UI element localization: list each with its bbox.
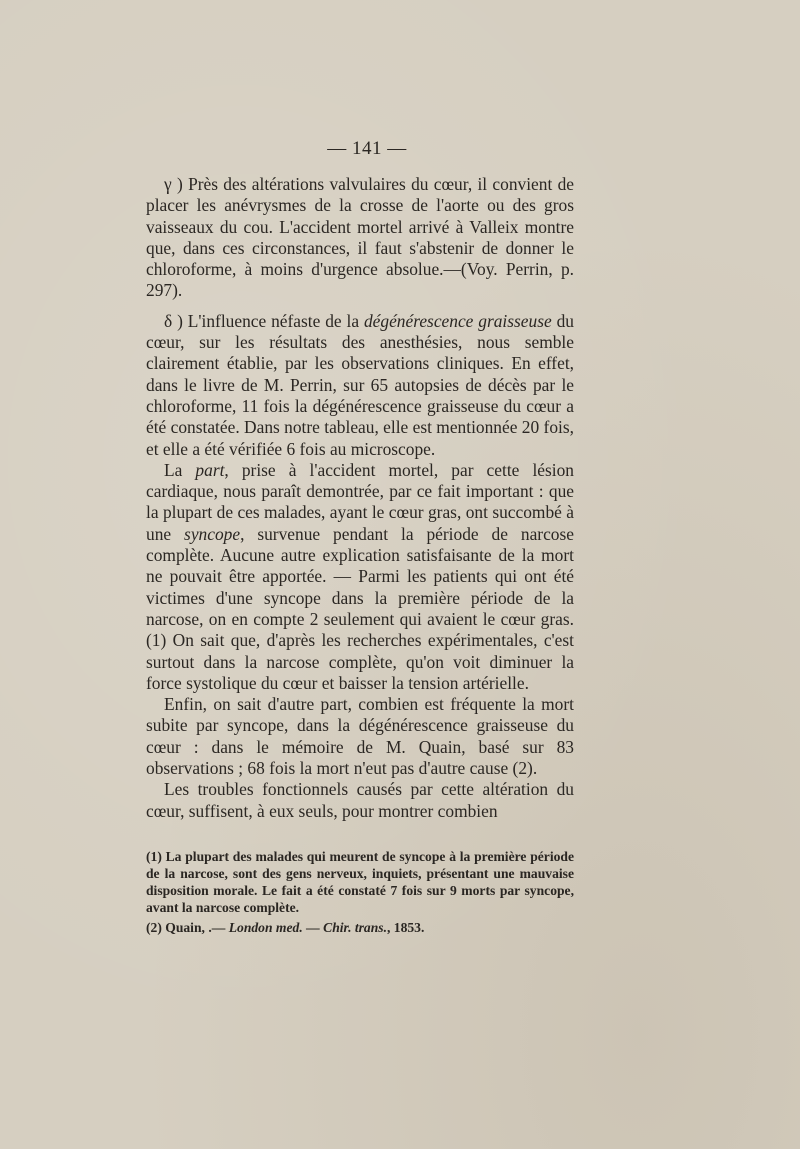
paragraph-part-middle: , prise à l'accident mortel, par cette lésion cardiaque, nous paraît demontrée, par ce fait important : que la plupart de ces malades, ayant le cœur gras, ont succombé à une — [146, 459, 574, 544]
footnote-2-end: , 1853. — [386, 919, 425, 935]
paragraph-part-rest: , survenue pendant la période de narcose complète. Aucune autre explication satisfaisante de la mort ne pouvait être apportée. — Parmi les patients qui ont été victimes d'une syncope dans la première période de la narcose, on en compte 2 seulement qui avaient le cœur gras. (1) On sait que, d'après les recherches expérimentales, c'est surtout dans la narcose complète, qu'on voit diminuer la force systolique du cœur et baisser la tension artérielle. — [146, 523, 574, 693]
paragraph-troubles-text: Les troubles fonctionnels causés par cette altération du cœur, suffisent, à eux seuls, pour montrer combien — [146, 779, 574, 821]
paragraph-marker-gamma: γ ) — [164, 174, 183, 194]
body-text — [146, 174, 574, 822]
paragraph-gamma — [146, 174, 574, 302]
footnotes — [146, 848, 574, 936]
page-content — [146, 138, 574, 936]
footnote-2-start: (2) Quain, .— — [146, 919, 226, 935]
paragraph-part-emphasis-syncope: syncope — [184, 523, 241, 544]
paragraph-delta-text-rest: du cœur, sur les résultats des anesthésies, nous semble clairement établie, par les observations cliniques. En effet, dans le livre de M. Perrin, sur 65 autopsies de décès par le chloroforme, 11 fois la dégénérescence graisseuse du cœur a été constatée. Dans notre tableau, elle est mentionnée 20 fois, et elle a été vérifiée 6 fois au microscope. — [146, 310, 574, 459]
paragraph-enfin-text: Enfin, on sait d'autre part, combien est fréquente la mort subite par syncope, dans la dégénérescence graisseuse du cœur : dans le mémoire de M. Quain, basé sur 83 observations ; 68 fois la mort n'eut pas d'autre cause (2). — [146, 694, 574, 779]
paragraph-part — [146, 460, 574, 694]
paragraph-delta-text-start: L'influence néfaste de la — [187, 310, 360, 331]
paragraph-part-emphasis-part: part — [195, 459, 225, 480]
footnote-2-journal: London med. — Chir. trans. — [228, 919, 387, 935]
footnote-1: (1) La plupart des malades qui meurent de syncope à la première période de la narcose, sont des gens nerveux, inquiets, présentant une mauvaise disposition morale. Le fait a été constaté 7 fois sur 9 morts par syncope, avant la narcose complète. — [146, 848, 574, 915]
page-number: — 141 — — [327, 138, 407, 159]
paragraph-part-start: La — [164, 459, 183, 480]
paragraph-troubles — [146, 779, 574, 822]
paragraph-marker-delta: δ ) — [164, 310, 183, 331]
paragraph-delta — [146, 311, 574, 460]
paragraph-gamma-text: Près des altérations valvulaires du cœur, il convient de placer les anévrysmes de la crosse de l'aorte ou des gros vaisseaux du cou. L'accident mortel arrivé à Valleix montre que, dans ces circonstances, il faut s'abstenir de donner le chloroforme, à moins d'urgence absolue.—(Voy. Perrin, p. 297). — [146, 174, 574, 301]
paragraph-delta-emphasis: dégénérescence graisseuse — [363, 310, 552, 331]
footnote-2 — [146, 919, 574, 936]
paragraph-enfin — [146, 694, 574, 779]
